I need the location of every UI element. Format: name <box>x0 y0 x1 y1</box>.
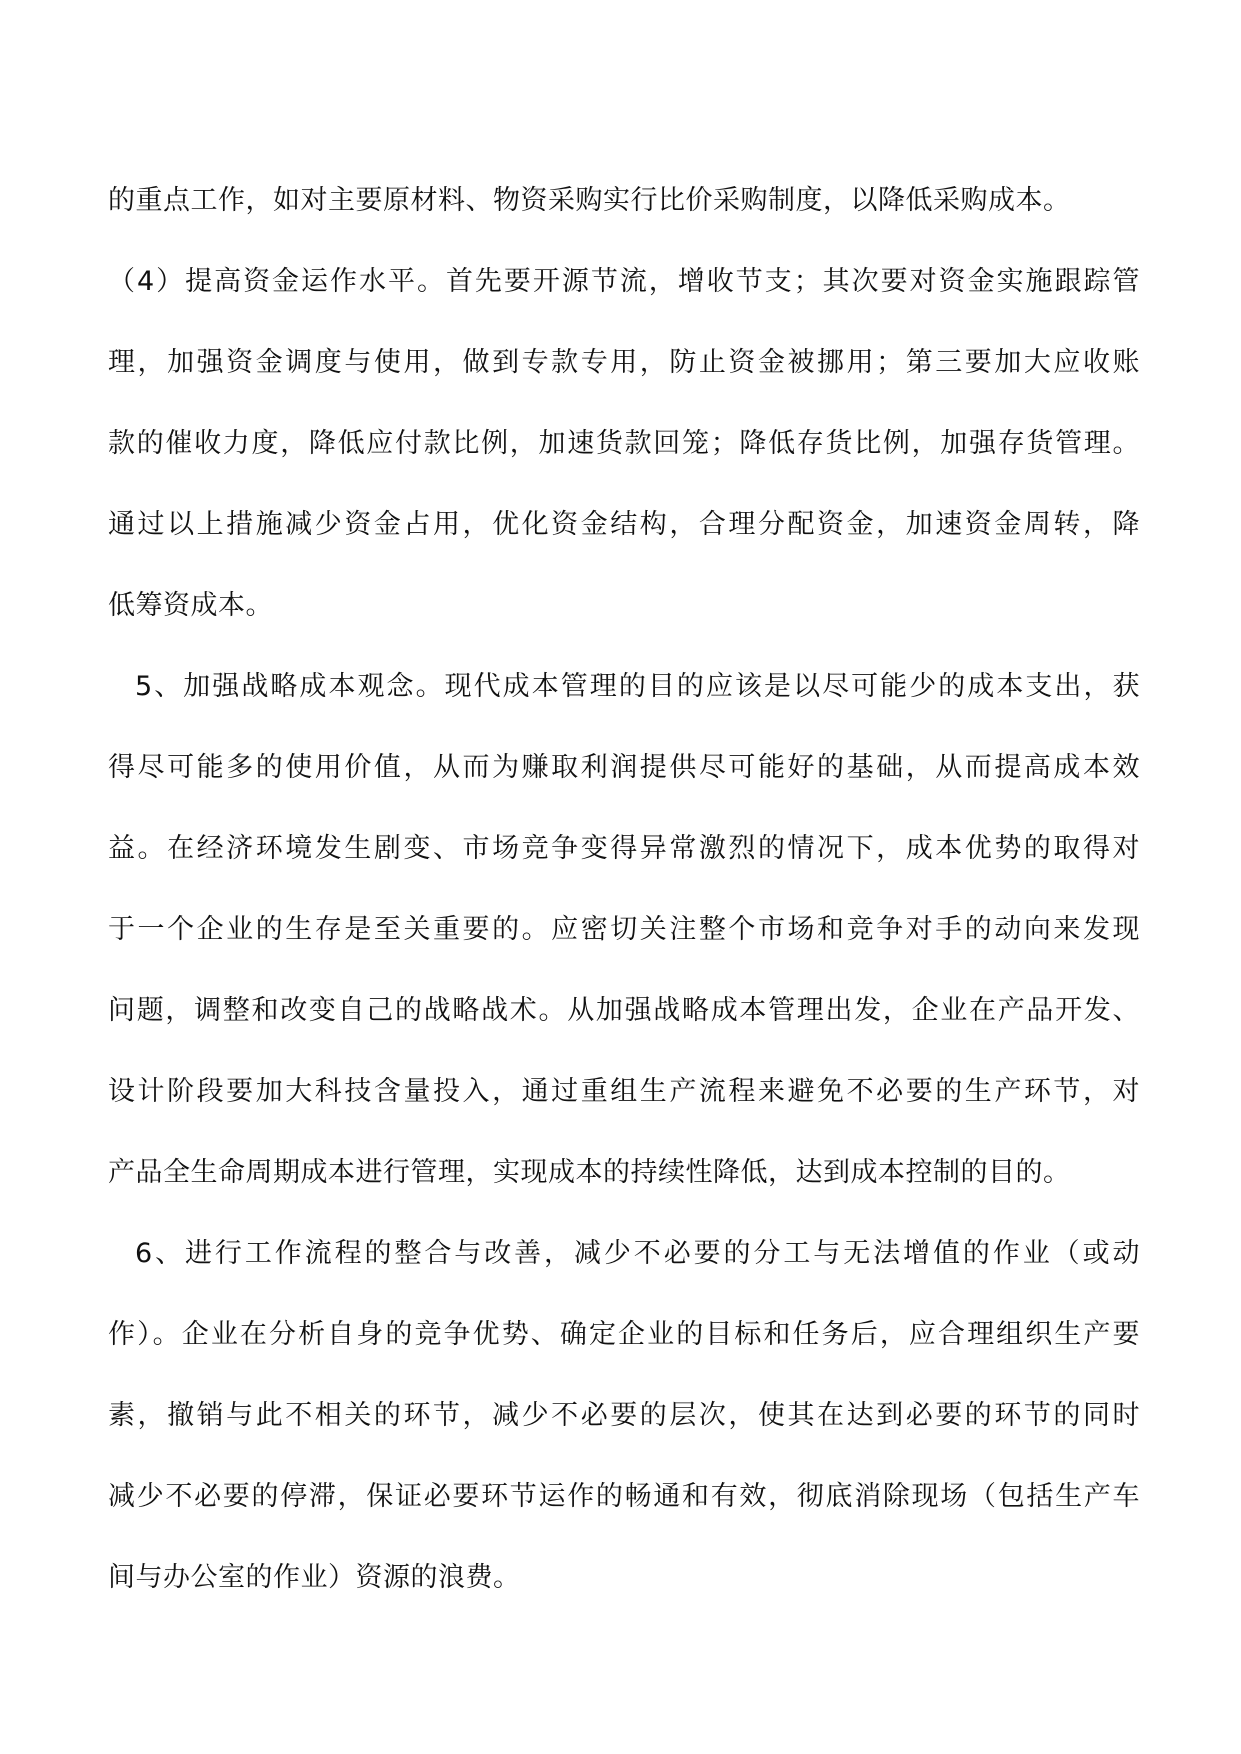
text-line: 设计阶段要加大科技含量投入，通过重组生产流程来避免不必要的生产环节，对 <box>108 1076 1140 1107</box>
paragraph-continuation <box>108 160 1140 241</box>
text-line: 6、进行工作流程的整合与改善，减少不必要的分工与无法增值的作业（或动 <box>135 1238 1140 1269</box>
paragraph-funds-operation <box>108 241 1140 646</box>
text-line: 款的催收力度，降低应付款比例，加速货款回笼；降低存货比例，加强存货管理。 <box>108 428 1140 459</box>
text-line: 得尽可能多的使用价值，从而为赚取利润提供尽可能好的基础，从而提高成本效 <box>108 752 1140 783</box>
text-line: 于一个企业的生存是至关重要的。应密切关注整个市场和竞争对手的动向来发现 <box>108 914 1140 945</box>
text-line: 理，加强资金调度与使用，做到专款专用，防止资金被挪用；第三要加大应收账 <box>108 347 1140 378</box>
text-line: 通过以上措施减少资金占用，优化资金结构，合理分配资金，加速资金周转，降 <box>108 509 1140 540</box>
text-line: 间与办公室的作业）资源的浪费。 <box>108 1562 521 1593</box>
paragraph-strategic-cost <box>108 646 1140 1213</box>
text-line: 减少不必要的停滞，保证必要环节运作的畅通和有效，彻底消除现场（包括生产车 <box>108 1481 1140 1512</box>
text-line: 问题，调整和改变自己的战略战术。从加强战略成本管理出发，企业在产品开发、 <box>108 995 1140 1026</box>
text-line: 产品全生命周期成本进行管理，实现成本的持续性降低，达到成本控制的目的。 <box>108 1157 1071 1188</box>
text-line: 的重点工作，如对主要原材料、物资采购实行比价采购制度，以降低采购成本。 <box>108 185 1071 216</box>
text-line: 益。在经济环境发生剧变、市场竞争变得异常激烈的情况下，成本优势的取得对 <box>108 833 1140 864</box>
text-line: 素，撤销与此不相关的环节，减少不必要的层次，使其在达到必要的环节的同时 <box>108 1400 1140 1431</box>
paragraph-workflow <box>108 1213 1140 1618</box>
text-line: （4）提高资金运作水平。首先要开源节流，增收节支；其次要对资金实施跟踪管 <box>108 266 1140 297</box>
text-line: 低筹资成本。 <box>108 590 273 621</box>
document-body <box>108 160 1140 1618</box>
text-line: 作）。企业在分析自身的竞争优势、确定企业的目标和任务后，应合理组织生产要 <box>108 1319 1140 1350</box>
text-line: 5、加强战略成本观念。现代成本管理的目的应该是以尽可能少的成本支出，获 <box>135 671 1140 702</box>
